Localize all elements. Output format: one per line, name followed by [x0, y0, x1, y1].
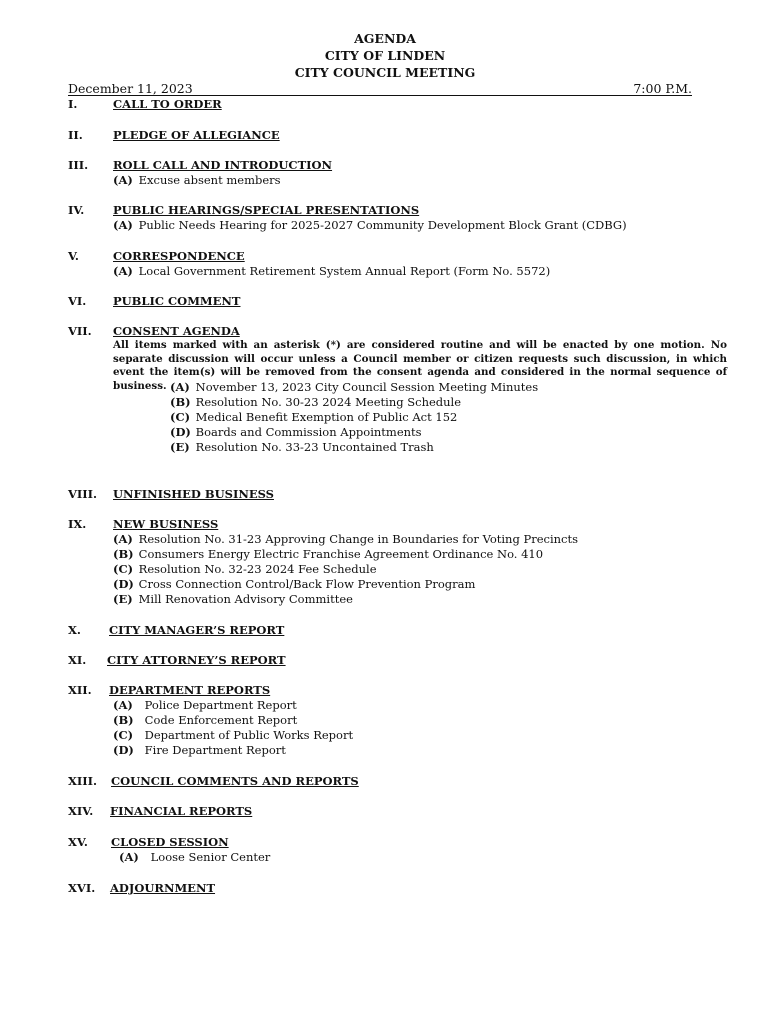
list-item	[113, 547, 543, 562]
item-text: Fire Department Report	[144, 743, 286, 757]
list-item	[170, 410, 457, 425]
section-title: CALL TO ORDER	[113, 97, 222, 111]
list-item	[170, 395, 461, 410]
list-item	[113, 562, 377, 577]
section-number: III.	[68, 158, 89, 172]
section-number: IX.	[68, 517, 87, 531]
section-title: DEPARTMENT REPORTS	[109, 683, 271, 697]
list-item	[113, 218, 627, 233]
section-number: II.	[68, 128, 83, 142]
item-label: (C)	[113, 728, 134, 742]
item-text: Boards and Commission Appointments	[195, 425, 422, 439]
item-label: (B)	[113, 547, 134, 561]
item-label: (E)	[170, 440, 190, 454]
item-label: (D)	[113, 743, 134, 757]
consent-note: All items marked with an asterisk (*) are considered routine and will be enacted by one motion. No separate discussion will occur unless a Council member or citizen requests such discussion, in which event the item(s) will be removed from the consent agenda and considered in the normal sequence of business.	[113, 339, 727, 392]
section-number: I.	[68, 97, 78, 111]
item-label: (A)	[170, 380, 190, 394]
list-item	[113, 592, 353, 607]
section-title: PUBLIC HEARINGS/SPECIAL PRESENTATIONS	[113, 203, 420, 217]
section-title: CITY ATTORNEY’S REPORT	[107, 653, 286, 667]
list-item	[113, 577, 475, 592]
section-number: XIII.	[68, 774, 98, 788]
item-text: Medical Benefit Exemption of Public Act 152	[195, 410, 458, 424]
list-item	[113, 713, 297, 728]
list-item	[170, 440, 434, 455]
item-label: (A)	[113, 698, 133, 712]
item-label: (B)	[113, 713, 134, 727]
item-text: Department of Public Works Report	[144, 728, 354, 742]
section-title: NEW BUSINESS	[113, 517, 219, 531]
section-title: PLEDGE OF ALLEGIANCE	[113, 128, 280, 142]
item-label: (A)	[113, 218, 133, 232]
item-label: (A)	[113, 532, 133, 546]
header-city: CITY OF LINDEN	[324, 48, 446, 63]
section-number: V.	[68, 249, 79, 263]
item-text: Mill Renovation Advisory Committee	[138, 592, 353, 606]
list-item	[113, 728, 353, 743]
section-number: XVI.	[68, 881, 96, 895]
item-text: Resolution No. 31-23 Approving Change in Boundaries for Voting Precincts	[138, 532, 578, 546]
item-label: (D)	[170, 425, 191, 439]
meeting-date: December 11, 2023	[68, 81, 193, 96]
list-item	[113, 743, 286, 758]
item-text: Excuse absent members	[138, 173, 281, 187]
meeting-time: 7:00 P.M.	[633, 81, 692, 96]
section-number: XII.	[68, 683, 92, 697]
section-title: CLOSED SESSION	[111, 835, 229, 849]
section-number: VII.	[68, 324, 92, 338]
item-text: Code Enforcement Report	[144, 713, 298, 727]
section-title: ADJOURNMENT	[110, 881, 216, 895]
section-title: UNFINISHED BUSINESS	[113, 487, 274, 501]
section-number: XIV.	[68, 804, 94, 818]
item-label: (C)	[113, 562, 134, 576]
item-text: Public Needs Hearing for 2025-2027 Community Development Block Grant (CDBG)	[138, 218, 627, 232]
section-title: ROLL CALL AND INTRODUCTION	[113, 158, 333, 172]
item-text: Consumers Energy Electric Franchise Agreement Ordinance No. 410	[138, 547, 544, 561]
agenda-header	[0, 30, 770, 81]
section-title: FINANCIAL REPORTS	[110, 804, 253, 818]
item-text: November 13, 2023 City Council Session Meeting Minutes	[195, 380, 539, 394]
item-text: Resolution No. 32-23 2024 Fee Schedule	[138, 562, 377, 576]
section-number: XI.	[68, 653, 87, 667]
item-label: (B)	[170, 395, 191, 409]
item-label: (A)	[113, 264, 133, 278]
section-number: XV.	[68, 835, 88, 849]
section-title: CITY MANAGER’S REPORT	[109, 623, 285, 637]
item-label: (A)	[119, 850, 139, 864]
item-label: (E)	[113, 592, 133, 606]
item-text: Local Government Retirement System Annual Report (Form No. 5572)	[138, 264, 551, 278]
list-item	[119, 850, 270, 865]
item-text: Resolution No. 33-23 Uncontained Trash	[195, 440, 434, 454]
section-number: VI.	[68, 294, 87, 308]
date-line	[68, 81, 692, 96]
list-item	[170, 380, 538, 395]
item-text: Cross Connection Control/Back Flow Prevention Program	[138, 577, 476, 591]
item-text: Resolution No. 30-23 2024 Meeting Schedule	[195, 395, 462, 409]
section-title: CONSENT AGENDA	[113, 324, 240, 338]
header-meeting: CITY COUNCIL MEETING	[294, 65, 476, 80]
section-title: CORRESPONDENCE	[113, 249, 245, 263]
item-text: Police Department Report	[144, 698, 297, 712]
list-item	[113, 264, 550, 279]
item-text: Loose Senior Center	[150, 850, 271, 864]
item-label: (C)	[170, 410, 191, 424]
section-number: X.	[68, 623, 81, 637]
section-title: PUBLIC COMMENT	[113, 294, 241, 308]
list-item	[170, 425, 422, 440]
header-agenda: AGENDA	[354, 31, 416, 46]
section-number: VIII.	[68, 487, 98, 501]
item-label: (D)	[113, 577, 134, 591]
list-item	[113, 532, 578, 547]
list-item	[113, 173, 281, 188]
section-number: IV.	[68, 203, 85, 217]
section-title: COUNCIL COMMENTS AND REPORTS	[111, 774, 359, 788]
list-item	[113, 698, 297, 713]
item-label: (A)	[113, 173, 133, 187]
